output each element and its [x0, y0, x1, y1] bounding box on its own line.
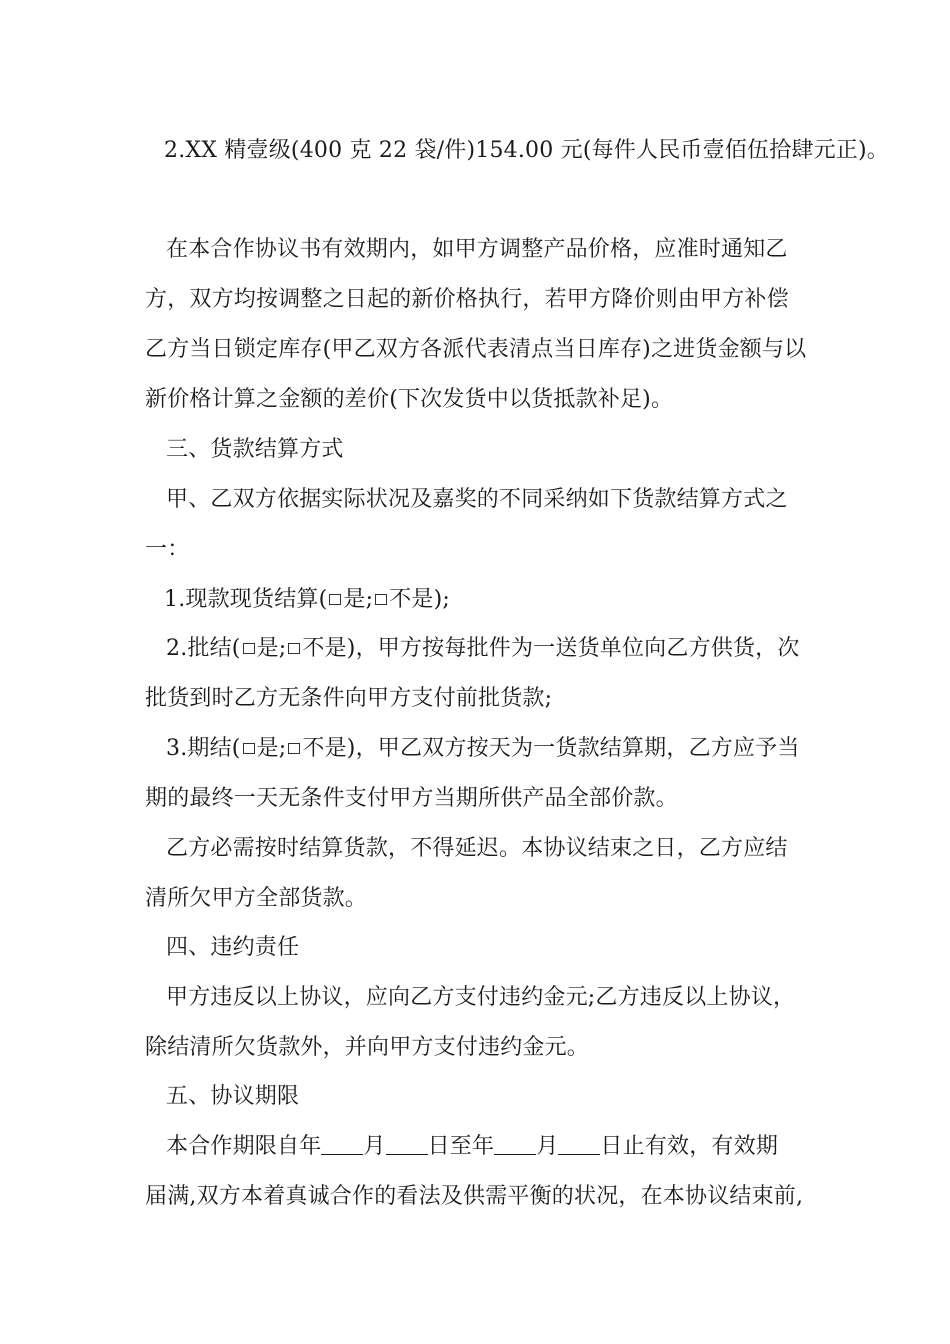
option-yes-label: 是; [256, 636, 287, 661]
option-label: 3.期结( [166, 736, 241, 761]
section-heading-4: 四、违约责任 [166, 935, 300, 960]
settlement-option-1 [164, 585, 450, 615]
term-text: 日止有效，有效期 [600, 1134, 779, 1159]
option-no-label: 不是)，甲乙双方按天为一货款结算期，乙方应予当 [302, 736, 800, 761]
paragraph-line: 新价格计算之金额的差价(下次发货中以货抵款补足)。 [145, 387, 674, 412]
checkbox-icon[interactable] [329, 594, 341, 605]
option-yes-label: 是; [343, 587, 374, 612]
checkbox-icon[interactable] [243, 743, 255, 754]
option-label: 1.现款现货结算( [164, 587, 328, 612]
paragraph-line: 甲、乙双方依据实际状况及嘉奖的不同采纳如下货款结算方式之 [166, 487, 788, 512]
paragraph-line: 乙方必需按时结算货款，不得延迟。本协议结束之日，乙方应结 [166, 836, 788, 861]
price-item-2: 2.XX 精壹级(400 克 22 袋/件)154.00 元(每件人民币壹佰伍拾肆元正)。 [164, 138, 889, 163]
checkbox-icon[interactable] [243, 643, 255, 654]
option-label: 2.批结( [166, 636, 241, 661]
blank-field[interactable] [386, 1132, 428, 1155]
term-text: 本合作期限自年 [166, 1134, 322, 1159]
option-no-label: 不是)，甲方按每批件为一送货单位向乙方供货，次 [302, 636, 800, 661]
settlement-option-3 [166, 734, 800, 764]
paragraph-line: 批货到时乙方无条件向甲方支付前批货款; [145, 686, 553, 711]
option-no-label: 不是); [389, 587, 450, 612]
paragraph-line: 一： [145, 537, 190, 562]
paragraph-line: 乙方当日锁定库存(甲乙双方各派代表清点当日库存)之进货金额与以 [145, 337, 807, 362]
checkbox-icon[interactable] [375, 594, 387, 605]
blank-field[interactable] [494, 1132, 536, 1155]
settlement-option-2 [166, 634, 800, 664]
paragraph-line: 期的最终一天无条件支付甲方当期所供产品全部价款。 [145, 786, 678, 811]
checkbox-icon[interactable] [288, 743, 300, 754]
term-text: 月 [536, 1134, 559, 1159]
paragraph-line: 清所欠甲方全部货款。 [145, 886, 368, 911]
option-yes-label: 是; [256, 736, 287, 761]
paragraph-line: 除结清所欠货款外，并向甲方支付违约金元。 [145, 1035, 590, 1060]
term-line [166, 1132, 778, 1162]
paragraph-line: 方，双方均按调整之日起的新价格执行，若甲方降价则由甲方补偿 [145, 287, 789, 312]
paragraph-line: 甲方违反以上协议，应向乙方支付违约金元;乙方违反以上协议， [166, 985, 796, 1010]
section-heading-3: 三、货款结算方式 [166, 437, 344, 462]
blank-field[interactable] [321, 1132, 363, 1155]
section-heading-5: 五、协议期限 [166, 1084, 300, 1109]
checkbox-icon[interactable] [288, 643, 300, 654]
term-text: 日至年 [427, 1134, 495, 1159]
paragraph-line: 届满,双方本着真诚合作的看法及供需平衡的状况，在本协议结束前, [145, 1184, 804, 1209]
blank-field[interactable] [558, 1132, 600, 1155]
paragraph-line: 在本合作协议书有效期内，如甲方调整产品价格，应准时通知乙 [166, 237, 788, 262]
term-text: 月 [363, 1134, 386, 1159]
